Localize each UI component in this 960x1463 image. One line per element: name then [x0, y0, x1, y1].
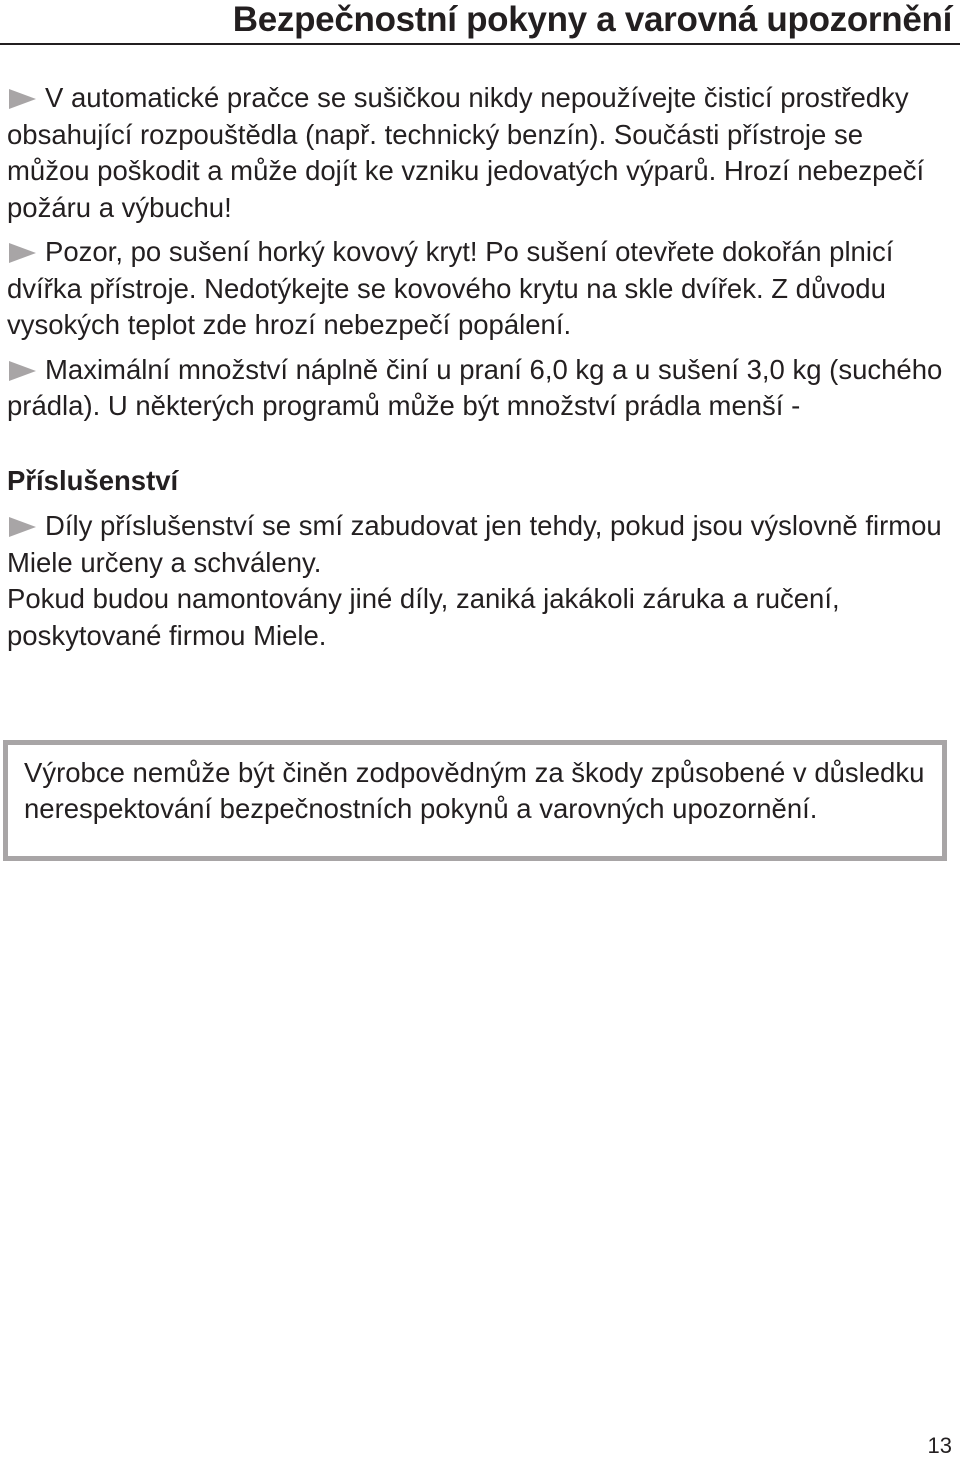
- triangle-right-icon: [9, 243, 36, 263]
- bullet-item-accessories: [7, 508, 952, 581]
- bullet-text: Díly příslušenství se smí zabudovat jen tehdy, pokud jsou výslovně firmou Miele určeny a schváleny.: [7, 510, 942, 578]
- triangle-right-icon: [9, 517, 36, 537]
- bullet-text: V automatické pračce se sušičkou nikdy nepoužívejte čisticí prostředky obsahující rozpouštědla (např. technický benzín). Součásti přístroje se můžou poškodit a může dojít ke vzniku jedovatých výparů. Hrozí nebezpečí požáru a výbuchu!: [7, 82, 925, 223]
- notice-text: Výrobce nemůže být činěn zodpovědným za škody způsobené v důsledku nerespektování bezpečnostních pokynů a varovných upozornění.: [24, 757, 925, 824]
- document-body: [7, 80, 952, 654]
- notice-box: [3, 740, 947, 861]
- bullet-text: Maximální množství náplně činí u praní 6,0 kg a u sušení 3,0 kg (suchého prádla). U některých programů může být množství prádla menší -: [7, 353, 943, 421]
- bullet-item-max-load: [7, 352, 952, 425]
- title-divider: [0, 43, 960, 45]
- triangle-right-icon: [9, 361, 36, 381]
- bullet-text: Pozor, po sušení horký kovový kryt! Po sušení otevřete dokořán plnicí dvířka přístroje. Nedotýkejte se kovového krytu na skle dvířek. Z důvodu vysokých teplot zde hrozí nebezpečí popálení.: [7, 236, 894, 340]
- bullet-item-hot-cover: [7, 234, 952, 344]
- page-title: Bezpečnostní pokyny a varovná upozornění: [232, 0, 952, 39]
- accessories-paragraph: Pokud budou namontovány jiné díly, zaniká jakákoli záruka a ručení, poskytované firmou Miele.: [7, 583, 840, 651]
- bullet-item-solvents: [7, 80, 952, 226]
- section-heading-accessories: Příslušenství: [7, 464, 179, 496]
- page-number: 13: [927, 1433, 952, 1458]
- triangle-right-icon: [9, 89, 36, 109]
